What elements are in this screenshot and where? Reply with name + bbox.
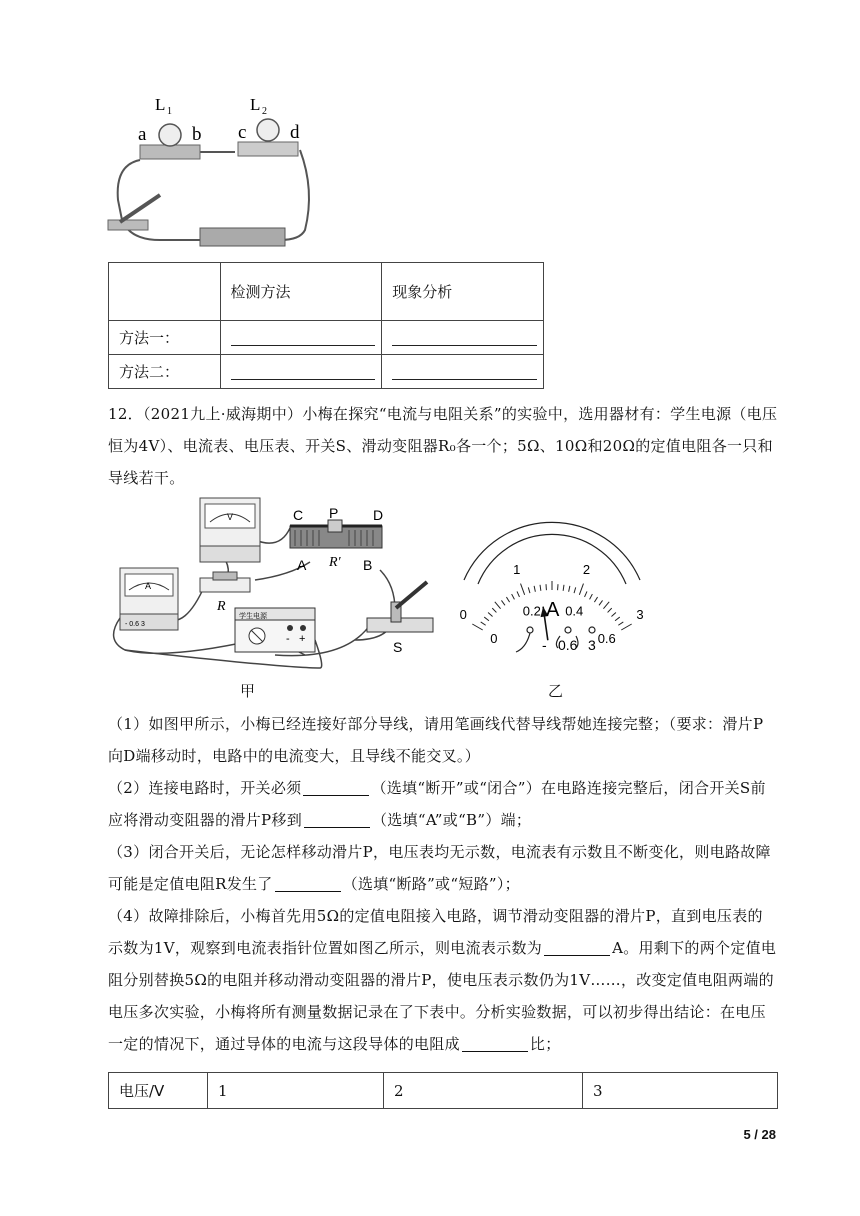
data-cell: 1 — [208, 1073, 384, 1109]
figure-yi-caption: 乙 — [548, 682, 564, 700]
analysis-two-input[interactable] — [382, 355, 544, 389]
method-table — [108, 262, 544, 389]
figure-jia — [105, 490, 450, 700]
analysis-header: 现象分析 — [382, 263, 544, 321]
inner-tick-0: 0 — [490, 631, 498, 646]
question-12-intro: 12．（2021九上·威海期中）小梅在探究“电流与电阻关系”的实验中，选用器材有：学生电源（电压恒为4V）、电流表、电压表、开关S、滑动变阻器R₀各一个；5Ω、10Ω和20Ω的定值电阻各一只和导线若干。 — [108, 405, 778, 487]
dial-tick — [599, 600, 603, 605]
label-l2: L — [250, 95, 261, 114]
dial-tick — [603, 602, 609, 609]
svg-text:S: S — [393, 639, 403, 655]
data-cell: 3 — [583, 1073, 778, 1109]
ammeter — [120, 568, 178, 630]
label-b: b — [192, 124, 202, 145]
power-supply — [235, 608, 315, 652]
dial-tick — [488, 612, 492, 616]
svg-text:+: + — [299, 633, 306, 645]
svg-text:B: B — [363, 557, 373, 573]
dial-tick — [563, 585, 564, 591]
q12-part-3: （3）闭合开关后，无论怎样移动滑片P，电压表均无示数，电流表有示数且不断变化，则电路故障可能是定值电阻R发生了 （选填“断路”或“短路”）； — [108, 843, 771, 893]
dial-tick — [585, 591, 587, 596]
page-number: 5 / 28 — [743, 1127, 776, 1142]
figure-jia-caption: 甲 — [240, 682, 256, 700]
svg-text:3: 3 — [588, 637, 596, 653]
method-table-corner — [109, 263, 221, 321]
dial-unit: A — [546, 599, 560, 621]
label-l1: L — [155, 95, 166, 114]
svg-text:A: A — [297, 557, 307, 573]
ammeter-dial — [460, 522, 644, 646]
dial-tick — [495, 602, 501, 609]
q12-part-4: （4）故障排除后，小梅首先用5Ω的定值电阻接入电路，调节滑动变阻器的滑片P，直到电压表的示数为1V，观察到电流表指针位置如图乙所示，则电流表示数为 A。用剩下的两个定值电阻分别替换5Ω的电阻并移动滑动变阻器的滑片P，使电压表示数仍为1V……，改变定值电阻两端的电压多次实验，小梅将所有测量数据记录在了下表中。分析实验数据，可以初步得出结论：在电压一定的情况下，通过导体的电流与这段导体的电阻成 比； — [108, 907, 777, 1053]
dial-tick — [590, 594, 593, 599]
dial-tick — [534, 586, 535, 592]
svg-text:C: C — [293, 507, 304, 523]
dial-tick — [517, 591, 519, 596]
dial-tick — [594, 597, 597, 602]
dial-tick — [506, 597, 509, 602]
svg-text:A: A — [145, 581, 152, 591]
inner-tick-1: 0.2 — [522, 603, 541, 619]
dial-tick — [618, 622, 623, 625]
dial-tick — [501, 600, 505, 605]
inner-tick-3: 0.6 — [597, 631, 616, 646]
dial-tick — [472, 624, 482, 630]
dial-tick — [492, 608, 496, 612]
dial-tick — [521, 584, 525, 595]
outer-tick-1: 1 — [513, 562, 521, 578]
q12-part-1: （1）如图甲所示，小梅已经连接好部分导线，请用笔画线代替导线帮她连接完整；（要求：滑片P向D端移动时，电路中的电流变大，且导线不能交叉。） — [108, 715, 764, 765]
blank-switch-state[interactable] — [303, 777, 369, 796]
dial-tick — [579, 584, 583, 595]
label-a: a — [138, 124, 147, 145]
label-d: d — [290, 122, 300, 143]
method-one-input[interactable] — [220, 321, 382, 355]
svg-text:0.6: 0.6 — [558, 637, 578, 653]
data-cell: 2 — [384, 1073, 583, 1109]
dial-tick — [574, 587, 576, 593]
dial-tick — [608, 608, 612, 612]
svg-text:-: - — [286, 633, 290, 645]
method-two-label: 方法二： — [109, 355, 221, 389]
blank-fault-type[interactable] — [275, 873, 341, 892]
dial-tick — [481, 622, 486, 625]
label-c: c — [238, 122, 247, 143]
svg-text:V: V — [227, 512, 234, 522]
rheostat — [290, 505, 383, 573]
dial-tick — [569, 586, 570, 592]
dial-tick — [615, 617, 620, 621]
svg-text:2: 2 — [262, 106, 267, 117]
svg-text:R: R — [217, 599, 226, 614]
data-header-voltage: 电压/V — [109, 1073, 208, 1109]
dial-tick — [540, 585, 541, 591]
dial-tick — [512, 594, 515, 599]
svg-text:P: P — [329, 505, 339, 521]
voltmeter — [200, 498, 260, 562]
blank-slider-end[interactable] — [304, 809, 370, 828]
method-one-label: 方法一： — [109, 321, 221, 355]
outer-tick-2: 2 — [582, 562, 591, 578]
blank-current-reading[interactable] — [544, 937, 610, 956]
dial-terminals — [516, 627, 595, 652]
svg-text:学生电源: 学生电源 — [239, 612, 267, 620]
svg-text:D: D — [373, 507, 384, 523]
q12-part-2: （2）连接电路时，开关必须 （选填“断开”或“闭合”）在电路连接完整后，闭合开关S前应将滑动变阻器的滑片P移到 （选填“A”或“B”）端； — [108, 779, 766, 829]
dial-tick — [528, 587, 530, 593]
dial-tick — [621, 624, 631, 630]
outer-tick-0: 0 — [459, 607, 467, 622]
method-header: 检测方法 — [220, 263, 382, 321]
svg-text:- 0.6 3: - 0.6 3 — [125, 621, 145, 628]
outer-tick-3: 3 — [636, 607, 644, 622]
blank-relationship[interactable] — [462, 1033, 528, 1052]
analysis-one-input[interactable] — [382, 321, 544, 355]
svg-text:R′: R′ — [329, 555, 341, 570]
method-two-input[interactable] — [220, 355, 382, 389]
data-table — [108, 1072, 778, 1109]
figure-yi — [450, 520, 655, 670]
switch-s — [367, 582, 433, 655]
inner-tick-2: 0.4 — [565, 603, 584, 619]
svg-text:1: 1 — [167, 106, 172, 117]
dial-tick — [611, 612, 615, 616]
dial-tick — [484, 617, 489, 621]
figure-series-bulbs — [100, 90, 320, 250]
svg-text:-: - — [542, 637, 547, 653]
